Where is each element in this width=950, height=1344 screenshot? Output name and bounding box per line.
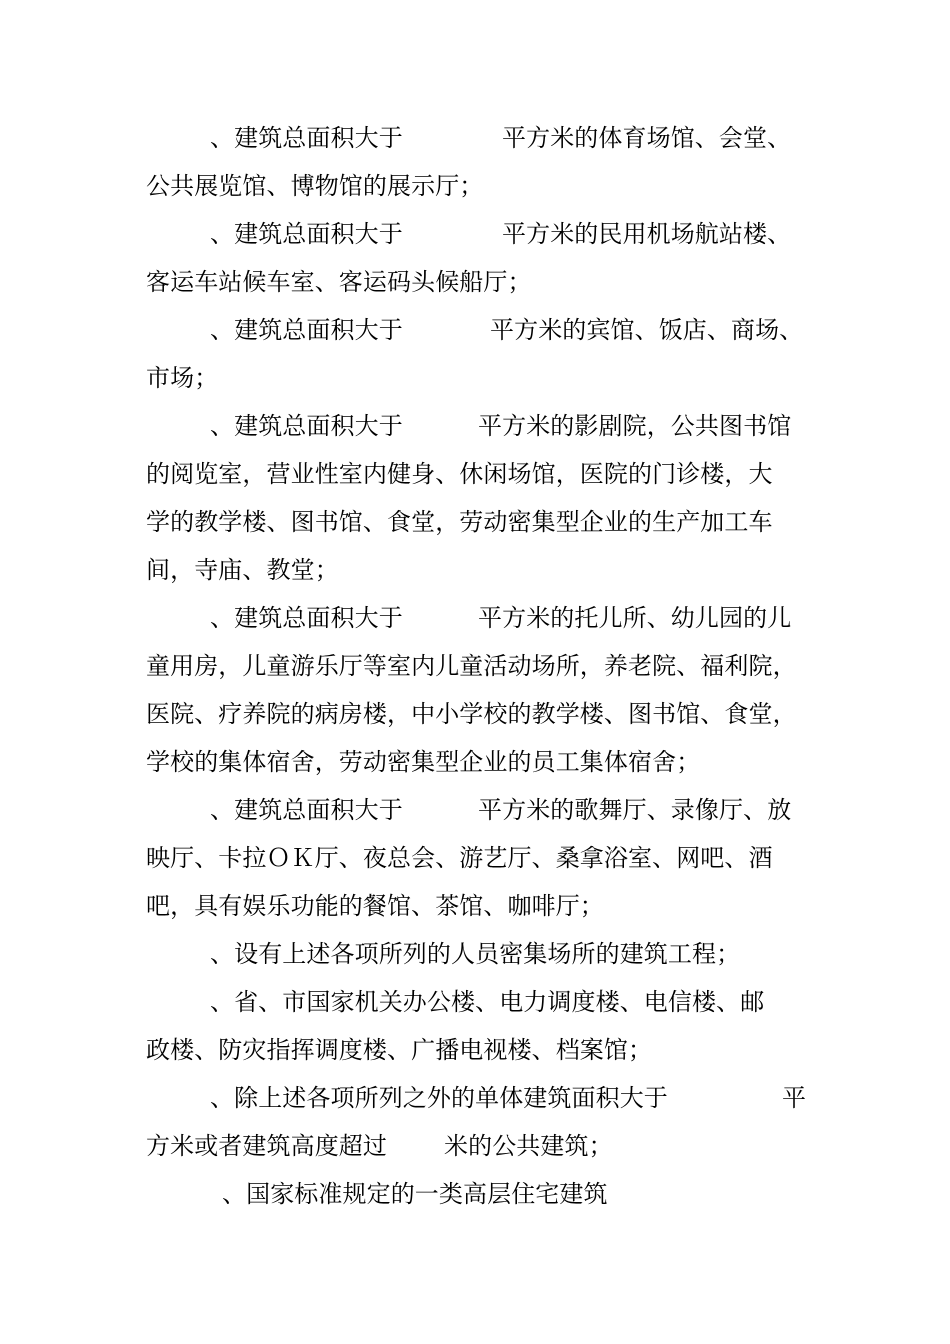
item-4-line-4: 间，寺庙、教堂； [146,556,339,584]
item-3-text-a: 、建筑总面积大于 [210,316,403,344]
item-3-line-2: 市场； [146,364,219,392]
item-1-text-a: 、建筑总面积大于 [210,124,403,152]
item-9-text-d: 米的公共建筑； [444,1132,613,1160]
item-10-line-1: 、国家标准规定的一类高层住宅建筑 [222,1180,608,1208]
item-5-line-4: 学校的集体宿舍，劳动密集型企业的员工集体宿舍； [146,748,701,776]
item-6-text-b: 平方米的歌舞厅、录像厅、放 [478,796,792,824]
item-1-text-b: 平方米的体育场馆、会堂、 [502,124,792,152]
item-3-text-b: 平方米的宾馆、饭店、商场、 [490,316,804,344]
item-8-line-2: 政楼、防灾指挥调度楼、广播电视楼、档案馆； [146,1036,653,1064]
item-7-line-1: 、设有上述各项所列的人员密集场所的建筑工程； [210,940,741,968]
item-4-line-2: 的阅览室，营业性室内健身、休闲场馆，医院的门诊楼，大 [146,460,773,488]
item-5-line-3: 医院、疗养院的病房楼，中小学校的教学楼、图书馆、食堂， [146,700,797,728]
item-4-text-b: 平方米的影剧院，公共图书馆 [478,412,792,440]
item-2-text-a: 、建筑总面积大于 [210,220,403,248]
item-4-text-a: 、建筑总面积大于 [210,412,403,440]
item-8-line-1: 、省、市国家机关办公楼、电力调度楼、电信楼、邮 [210,988,765,1016]
item-9-text-a: 、除上述各项所列之外的单体建筑面积大于 [210,1084,668,1112]
item-9-text-b: 平 [782,1084,807,1112]
item-6-text-a: 、建筑总面积大于 [210,796,403,824]
item-1-line-2: 公共展览馆、博物馆的展示厅； [146,172,484,200]
item-5-text-a: 、建筑总面积大于 [210,604,403,632]
item-6-line-3: 吧，具有娱乐功能的餐馆、茶馆、咖啡厅； [146,892,604,920]
item-4-line-3: 学的教学楼、图书馆、食堂，劳动密集型企业的生产加工车 [146,508,773,536]
item-9-text-c: 方米或者建筑高度超过 [146,1132,387,1160]
item-6-line-2: 映厅、卡拉ＯＫ厅、夜总会、游艺厅、桑拿浴室、网吧、酒 [146,844,773,872]
item-2-line-2: 客运车站候车室、客运码头候船厅； [146,268,532,296]
item-5-text-b: 平方米的托儿所、幼儿园的儿 [478,604,792,632]
item-5-line-2: 童用房，儿童游乐厅等室内儿童活动场所，养老院、福利院， [146,652,797,680]
item-2-text-b: 平方米的民用机场航站楼、 [502,220,792,248]
